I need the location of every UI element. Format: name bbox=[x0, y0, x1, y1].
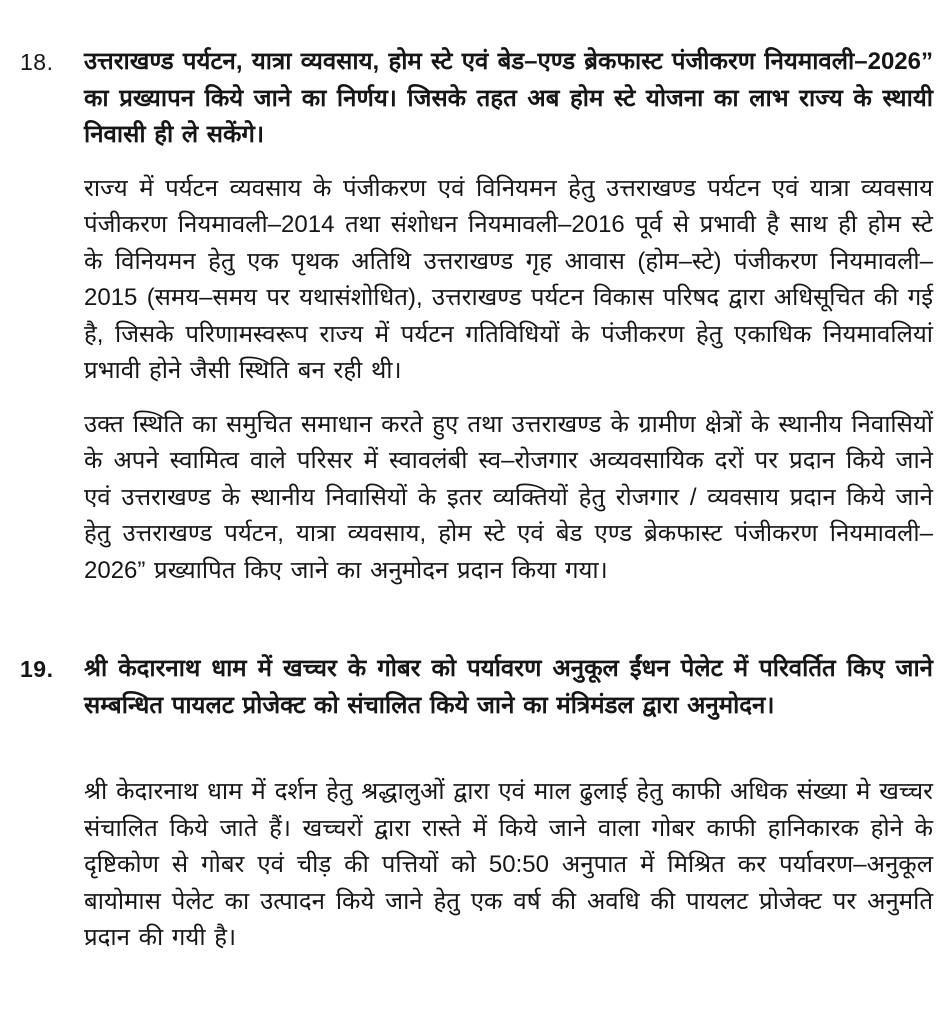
item-18-content bbox=[84, 44, 933, 589]
agenda-item-19 bbox=[20, 651, 933, 957]
item-19-paragraph-1: श्री केदारनाथ धाम में दर्शन हेतु श्रद्धालुओं द्वारा एवं माल ढुलाई हेतु काफी अधिक संख्या मे खच्चर संचालित किये जाते हैं। खच्चरों द्वारा रास्ते में किये जाने वाला गोबर काफी हानिकारक होने के दृष्टिकोण से गोबर एवं चीड़ की पत्तियों को 50:50 अनुपात में मिश्रित कर पर्यावरण–अनुकूल बायोमास पेलेट का उत्पादन किये जाने हेतु एक वर्ष की अवधि की पायलट प्रोजेक्ट पर अनुमति प्रदान की गयी है। bbox=[84, 778, 933, 951]
item-18-paragraph-2: उक्त स्थिति का समुचित समाधान करते हुए तथा उत्तराखण्ड के ग्रामीण क्षेत्रों के स्थानीय निवासियों के अपने स्वामित्व वाले परिसर में स्वावलंबी स्व–रोजगार अव्यवसायिक दरों पर प्रदान किये जाने एवं उत्तराखण्ड के स्थानीय निवासियों के इतर व्यक्तियों हेतु रोजगार / व्यवसाय प्रदान किये जाने हेतु उत्तराखण्ड पर्यटन, यात्रा व्यवसाय, होम स्टे एवं बेड एण्ड ब्रेकफास्ट पंजीकरण नियमावली–2026” प्रख्यापित किए जाने का अनुमोदन प्रदान किया गया। bbox=[84, 410, 933, 584]
item-19-content bbox=[84, 651, 933, 957]
item-18-number: 18. bbox=[20, 49, 54, 75]
item-19-number: 19. bbox=[20, 656, 54, 682]
agenda-item-18 bbox=[20, 44, 933, 589]
item-19-heading: श्री केदारनाथ धाम में खच्चर के गोबर को पर्यावरण अनुकूल ईंधन पेलेट में परिवर्तित किए जाने सम्बन्धित पायलट प्रोजेक्ट को संचालित किये जाने का मंत्रिमंडल द्वारा अनुमोदन। bbox=[84, 655, 933, 719]
item-18-heading: उत्तराखण्ड पर्यटन, यात्रा व्यवसाय, होम स्टे एवं बेड–एण्ड ब्रेकफास्ट पंजीकरण नियमावली–2026” का प्रख्यापन किये जाने का निर्णय। जिसके तहत अब होम स्टे योजना का लाभ राज्य के स्थायी निवासी ही ले सकेंगे। bbox=[84, 48, 933, 148]
item-18-paragraph-1: राज्य में पर्यटन व्यवसाय के पंजीकरण एवं विनियमन हेतु उत्तराखण्ड पर्यटन एवं यात्रा व्यवसाय पंजीकरण नियमावली–2014 तथा संशोधन नियमावली–2016 पूर्व से प्रभावी है साथ ही होम स्टे के विनियमन हेतु एक पृथक अतिथि उत्तराखण्ड गृह आवास (होम–स्टे) पंजीकरण नियमावली–2015 (समय–समय पर यथासंशोधित), उत्तराखण्ड पर्यटन विकास परिषद द्वारा अधिसूचित की गई है, जिसके परिणामस्वरूप राज्य में पर्यटन गतिविधियों के पंजीकरण हेतु एकाधिक नियमावलियां प्रभावी होने जैसी स्थिति बन रही थी। bbox=[84, 174, 933, 384]
